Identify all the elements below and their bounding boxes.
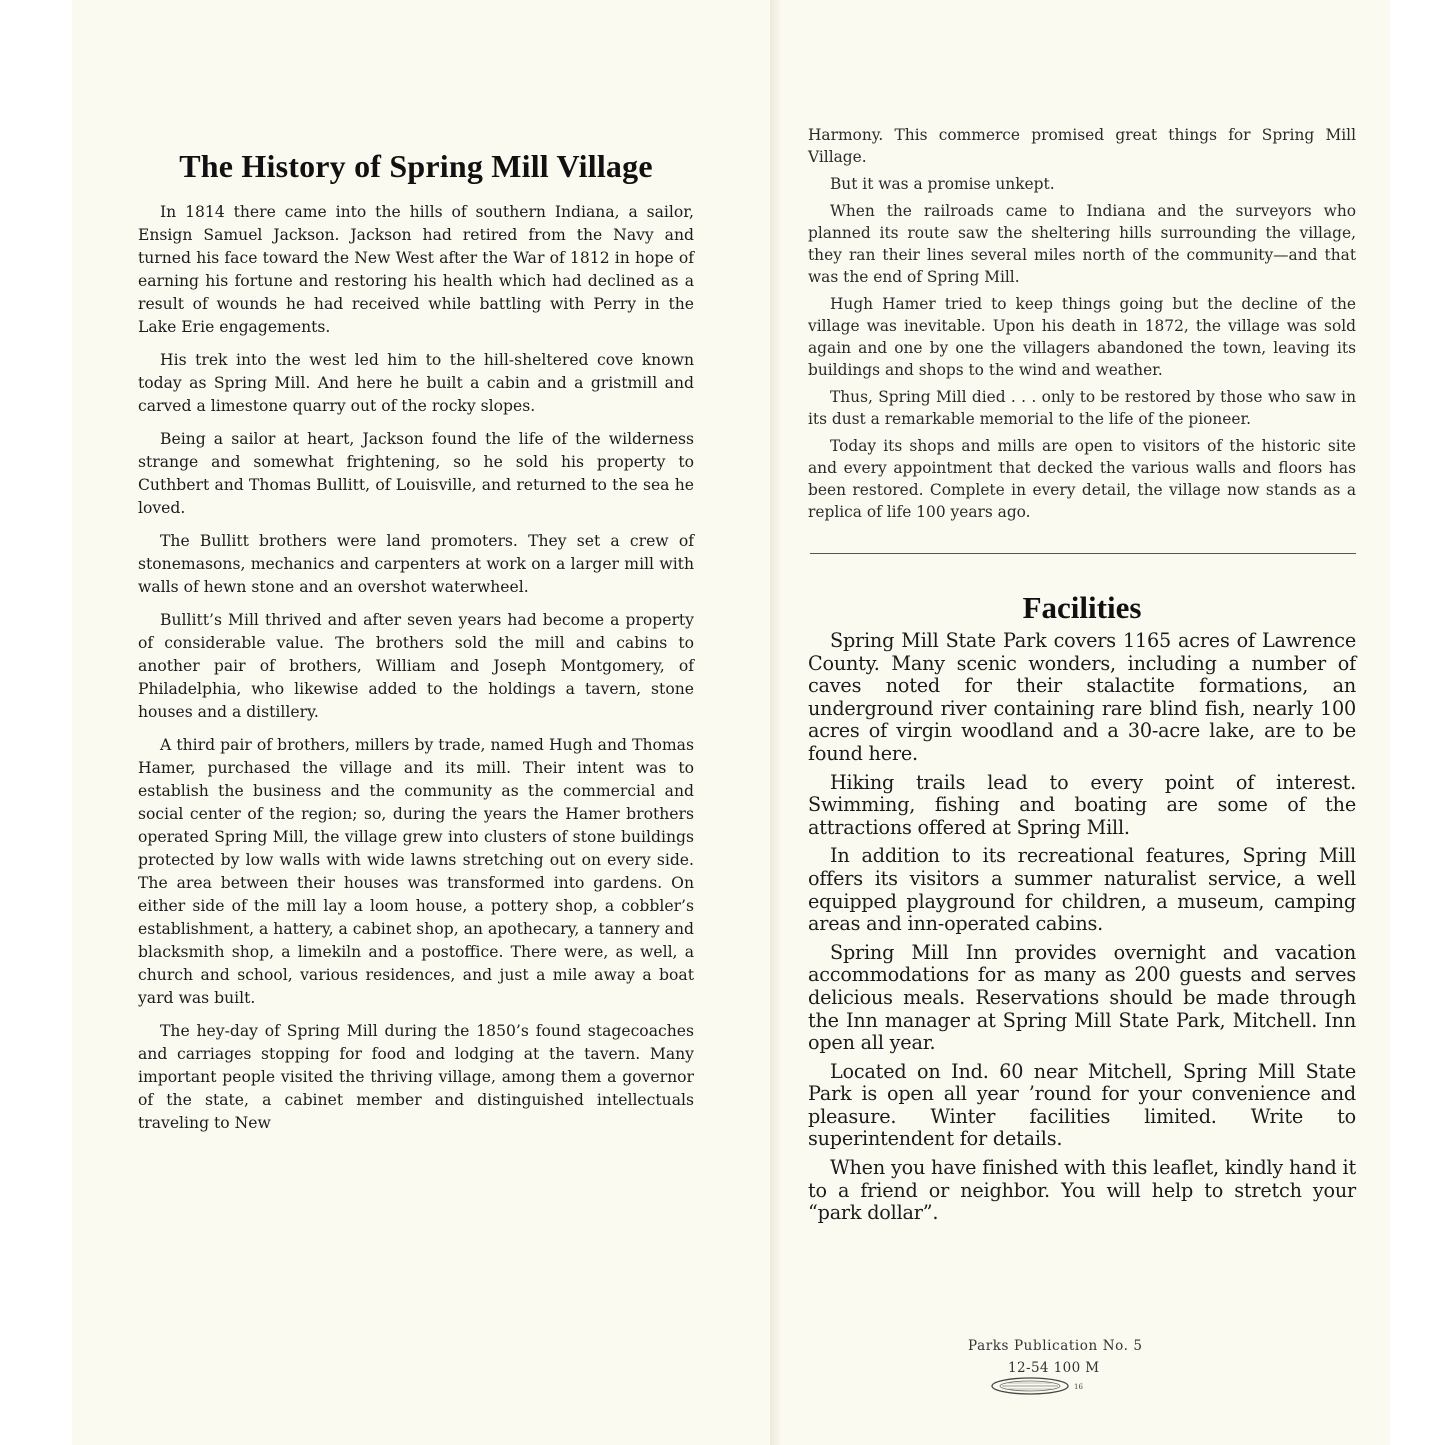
facilities-title: Facilities [1022,590,1142,625]
history-column [138,148,694,1145]
facilities-paragraph: Hiking trails lead to every point of interest. Swimming, fishing and boating are some of the attractions offered at Spring Mill. [808,770,1356,839]
facilities-paragraph: Spring Mill State Park covers 1165 acres of Lawrence County. Many scenic wonders, including a number of caves noted for their stalactite formations, an underground river containing rare blind fish, nearly 100 acres of virgin woodland and a 30-acre lake, are to be found here. [808,629,1356,765]
history-paragraph: Hugh Hamer tried to keep things going but the decline of the village was inevitable. Upon his death in 1872, the village was sold again and one by one the villagers abandoned the town, leaving its buildings and shops to the wind and weather. [808,295,1356,379]
history-paragraph: Thus, Spring Mill died . . . only to be restored by those who saw in its dust a remarkable memorial to the life of the pioneer. [808,388,1356,428]
history-body [138,201,694,1135]
print-run: 12-54 100 M [1008,1360,1100,1376]
history-paragraph: Today its shops and mills are open to visitors of the historic site and every appointment that decked the various walls and floors has been restored. Complete in every detail, the village now stands as a replica of life 100 years ago. [808,437,1356,521]
publication-number: Parks Publication No. 5 [968,1338,1143,1354]
history-paragraph: But it was a promise unkept. [830,175,1055,193]
history-paragraph: The Bullitt brothers were land promoters. They set a crew of stonemasons, mechanics and carpenters at work on a larger mill with walls of hewn stone and an overshot waterwheel. [138,532,694,596]
history-paragraph: In 1814 there came into the hills of southern Indiana, a sailor, Ensign Samuel Jackson. Jackson had retired from the Navy and turned his face toward the New West after the War of 1812 in hope of earning his fortune and restoring his health which had declined as a result of wounds he had received while battling with Perry in the Lake Erie engagements. [138,203,694,336]
history-paragraph: When the railroads came to Indiana and the surveyors who planned its route saw the sheltering hills surrounding the village, they ran their lines several miles north of the community—and that was the end of Spring Mill. [808,202,1356,286]
section-divider [810,553,1356,554]
history-paragraph: Being a sailor at heart, Jackson found the life of the wilderness strange and somewhat frightening, so he sold his property to Cuthbert and Thomas Bullitt, of Louisville, and returned to the sea he loved. [138,430,694,517]
history-paragraph: Bullitt’s Mill thrived and after seven years had become a property of considerable value. The brothers sold the mill and cabins to another pair of brothers, William and Joseph Montgomery, of Philadelphia, who likewise added to the holdings a tavern, stone houses and a distillery. [138,611,694,721]
right-column [808,124,1356,1231]
facilities-paragraph: When you have finished with this leaflet, kindly hand it to a friend or neighbor. You will help to stretch your “park dollar”. [808,1156,1356,1225]
history-title: The History of Spring Mill Village [179,148,653,184]
facilities-paragraph: In addition to its recreational features, Spring Mill offers its visitors a summer naturalist service, a well equipped playground for children, a museum, camping areas and inn-operated cabins. [808,844,1356,936]
union-label-icon [988,1375,1088,1397]
facilities-paragraph: Located on Ind. 60 near Mitchell, Spring Mill State Park is open all year ’round for your convenience and pleasure. Winter facilities limited. Write to superintendent for details. [808,1059,1356,1151]
history-paragraph: The hey-day of Spring Mill during the 1850’s found stagecoaches and carriages stopping for food and lodging at the tavern. Many important people visited the thriving village, among them a governor of the state, a cabinet member and distinguished intellectuals traveling to New [138,1022,694,1132]
history-paragraph: His trek into the west led him to the hill-sheltered cove known today as Spring Mill. And here he built a cabin and a gristmill and carved a limestone quarry out of the rocky slopes. [138,351,694,415]
history-paragraph: A third pair of brothers, millers by trade, named Hugh and Thomas Hamer, purchased the village and its mill. Their intent was to establish the business and the community as the commercial and social center of the region; so, during the years the Hamer brothers operated Spring Mill, the village grew into clusters of stone buildings protected by low walls with wide lawns stretching out on every side. The area between their houses was transformed into gardens. On either side of the mill lay a loom house, a pottery shop, a cobbler’s establishment, a hattery, a cabinet shop, an apothecary, a tannery and blacksmith shop, a limekiln and a postoffice. There were, as well, a church and school, various residences, and just a mile away a boat yard was built. [138,736,694,1007]
facilities-body [808,630,1356,1225]
facilities-paragraph: Spring Mill Inn provides overnight and vacation accommodations for as many as 200 guests and serves delicious meals. Reservations should be made through the Inn manager at Spring Mill State Park, Mitchell. Inn open all year. [808,940,1356,1055]
union-number: 16 [1074,1383,1083,1391]
history-continued [808,124,1356,523]
history-paragraph: Harmony. This commerce promised great things for Spring Mill Village. [808,126,1356,166]
